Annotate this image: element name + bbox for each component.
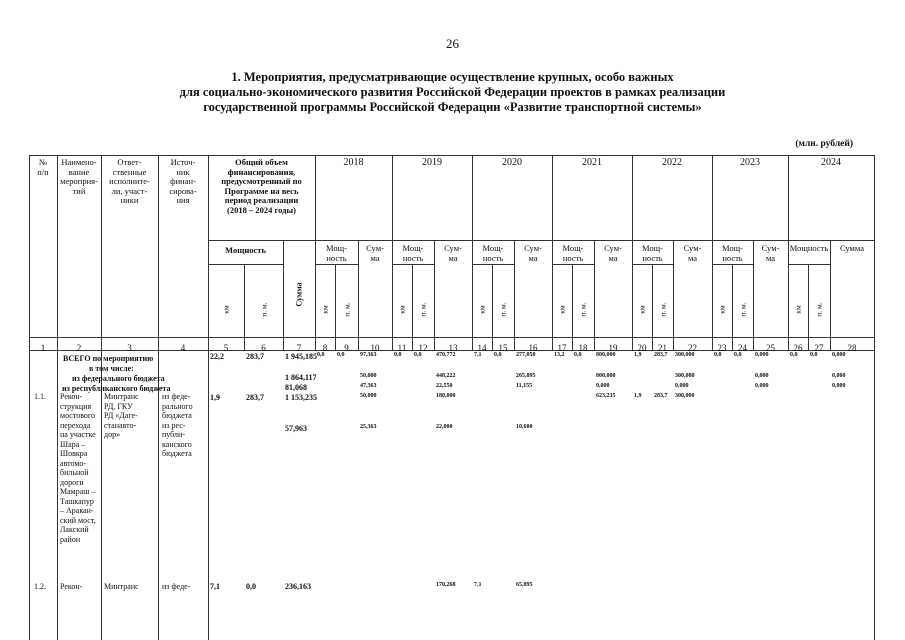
total-value-col-11: 0,0 xyxy=(394,352,402,358)
total-value-col-15: 0,0 xyxy=(494,352,502,358)
federal-value-col-28: 0,000 xyxy=(832,373,846,379)
total-value-col-13: 470,772 xyxy=(436,352,456,358)
year-power-label-6: Мощность xyxy=(789,243,829,253)
col-number-28: 28 xyxy=(847,343,857,353)
header-num: № п/п xyxy=(37,157,49,177)
pm-label-0: п. м. xyxy=(259,302,268,317)
col-number-17: 17 xyxy=(557,343,567,353)
col-number-2: 2 xyxy=(76,343,82,353)
item-2-number: 1.2. xyxy=(34,582,46,591)
total-value-col-25: 0,000 xyxy=(755,352,769,358)
grid-line-power-top xyxy=(208,240,874,241)
grid-line-col-1 xyxy=(57,155,58,640)
item-1-fed-col-7: 1 153,235 xyxy=(285,393,317,402)
pm-label-1: п. м. xyxy=(342,302,351,317)
grid-line-col-5 xyxy=(244,264,245,350)
year-power-label-4: Мощ- ность xyxy=(642,243,663,263)
total-value-col-22: 300,000 xyxy=(675,352,695,358)
year-header-2022: 2022 xyxy=(662,157,682,168)
km-label-0: км xyxy=(221,305,231,314)
title-line-1: 1. Мероприятия, предусматривающие осуществление крупных, особо важных xyxy=(231,70,674,84)
col-number-27: 27 xyxy=(814,343,824,353)
republic-value-col-19: 0,000 xyxy=(596,383,610,389)
federal-value-col-13: 448,222 xyxy=(436,373,456,379)
col-number-10: 10 xyxy=(370,343,380,353)
item-2-col-14: 7,1 xyxy=(474,582,482,588)
grid-line-col-27 xyxy=(830,240,831,350)
republic-value-col-28: 0,000 xyxy=(832,383,846,389)
year-sum-label-0: Сум- ма xyxy=(366,243,384,263)
grid-line-col-26 xyxy=(808,264,809,350)
item-2-source: из феде- xyxy=(162,582,191,591)
year-power-label-2: Мощ- ность xyxy=(482,243,504,263)
republic-value-col-13: 22,550 xyxy=(436,383,453,389)
col-number-20: 20 xyxy=(637,343,647,353)
total-value-col-7: 1 945,185 xyxy=(285,352,317,361)
year-sum-label-1: Сум- ма xyxy=(444,243,462,263)
total-value-col-17: 13,2 xyxy=(554,352,565,358)
total-value-col-18: 0,0 xyxy=(574,352,582,358)
item-1-source: из феде- рального бюджета из рес- публи- канского бюджета xyxy=(162,392,193,458)
col-number-13: 13 xyxy=(448,343,458,353)
federal-value-col-7: 1 864,117 xyxy=(285,373,317,382)
federal-value-col-25: 0,000 xyxy=(755,373,769,379)
republic-value-col-25: 0,000 xyxy=(755,383,769,389)
total-value-col-16: 277,050 xyxy=(516,352,536,358)
row-total-label: ВСЕГО по мероприятию xyxy=(63,354,154,363)
item-1-fed-col-21: 283,7 xyxy=(654,393,668,399)
header-executors: Ответ- ственные исполните- ли, участ- ники xyxy=(109,157,150,206)
grid-line-header-bottom xyxy=(29,337,874,338)
year-header-2020: 2020 xyxy=(502,157,522,168)
title-line-3: государственной программы Российской Федерации «Развитие транспортной системы» xyxy=(203,100,702,114)
republic-value-col-16: 11,155 xyxy=(516,383,533,389)
km-label-5: км xyxy=(637,305,647,314)
grid-line-power-sub-1 xyxy=(392,264,434,265)
year-header-2024: 2024 xyxy=(821,157,841,168)
year-power-label-3: Мощ- ность xyxy=(562,243,584,263)
total-value-col-24: 0,0 xyxy=(734,352,742,358)
grid-line-power-sub-6 xyxy=(788,264,830,265)
total-value-col-20: 1,9 xyxy=(634,352,642,358)
grid-line-col-6 xyxy=(283,240,284,350)
grid-line-col-0 xyxy=(29,155,30,640)
item-2-name: Рекон- xyxy=(60,582,83,591)
item-1-name: Рекон- струкция мостового перехода на участке Шара – Шовкра автомо- бильной дороги Мамраш – Ташкапур – Аракан- ский мост, Лакский район xyxy=(60,392,96,544)
total-value-col-21: 283,7 xyxy=(654,352,668,358)
grid-line-col-2 xyxy=(101,155,102,640)
republic-value-col-7: 81,068 xyxy=(285,383,307,392)
item-1-rep-col-7: 57,963 xyxy=(285,424,307,433)
item-1-fed-col-20: 1,9 xyxy=(634,393,642,399)
pm-label-7: п. м. xyxy=(814,302,824,317)
item-1-number: 1.1. xyxy=(34,392,46,401)
federal-value-col-10: 50,000 xyxy=(360,373,377,379)
header-power: Мощность xyxy=(225,245,266,255)
document-title xyxy=(140,70,765,115)
year-header-2021: 2021 xyxy=(582,157,602,168)
header-source: Источ- ник финан- сирова- ния xyxy=(169,157,197,206)
col-number-19: 19 xyxy=(608,343,618,353)
header-total-financing: Общий объем финансирования, предусмотренный по Программе на весь период реализации (2018 – 2024 годы) xyxy=(221,157,302,215)
col-number-18: 18 xyxy=(578,343,588,353)
col-number-9: 9 xyxy=(344,343,349,353)
col-number-1: 1 xyxy=(40,343,46,353)
km-label-4: км xyxy=(557,305,567,314)
km-label-3: км xyxy=(477,305,487,314)
year-sum-label-2: Сум- ма xyxy=(524,243,542,263)
grid-line-col-28 xyxy=(874,155,875,640)
item-2-col-6: 0,0 xyxy=(246,582,256,591)
item-1-fed-col-22: 300,000 xyxy=(675,393,695,399)
units-label: (млн. рублей) xyxy=(795,139,853,149)
item-1-rep-col-13: 22,000 xyxy=(436,424,453,430)
km-label-2: км xyxy=(397,305,407,314)
total-value-col-10: 97,363 xyxy=(360,352,377,358)
federal-value-col-22: 300,000 xyxy=(675,373,695,379)
pm-label-6: п. м. xyxy=(738,302,747,317)
year-sum-label-5: Сум- ма xyxy=(761,243,780,263)
total-value-col-26: 0,0 xyxy=(790,352,798,358)
total-value-col-8: 0,0 xyxy=(317,352,325,358)
col-number-14: 14 xyxy=(477,343,487,353)
col-number-24: 24 xyxy=(738,343,747,353)
year-power-label-0: Мощ- ность xyxy=(326,243,347,263)
total-value-col-23: 0,0 xyxy=(714,352,722,358)
year-sum-label-6: Сумма xyxy=(839,243,865,253)
header-name: Наимено- вание мероприя- тий xyxy=(60,157,98,196)
total-value-col-12: 0,0 xyxy=(414,352,422,358)
item-1-rep-col-10: 25,363 xyxy=(360,424,377,430)
col-number-8: 8 xyxy=(322,343,328,353)
federal-value-col-16: 265,895 xyxy=(516,373,536,379)
total-value-col-19: 800,000 xyxy=(596,352,616,358)
col-number-7: 7 xyxy=(296,343,302,353)
row-including-label: в том числе: xyxy=(89,364,134,373)
km-label-1: км xyxy=(320,305,330,314)
item-2-col-5: 7,1 xyxy=(210,582,220,591)
item-1-rep-col-16: 10,600 xyxy=(516,424,533,430)
year-header-2019: 2019 xyxy=(422,157,442,168)
col-number-12: 12 xyxy=(418,343,428,353)
republic-value-col-10: 47,363 xyxy=(360,383,377,389)
row-federal-label: из федерального бюджета xyxy=(72,374,165,383)
row-republic-label: из республиканского бюджета xyxy=(62,384,171,393)
total-value-col-14: 7,1 xyxy=(474,352,482,358)
col-number-21: 21 xyxy=(658,343,667,353)
col-number-26: 26 xyxy=(793,343,803,353)
item-1-executors: Минтранс РД, ГКУ РД «Даге- станавто- дор» xyxy=(104,392,139,439)
col-number-3: 3 xyxy=(127,343,132,353)
grid-line-col-11 xyxy=(412,264,413,350)
item-2-col-13: 170,268 xyxy=(436,582,456,588)
total-value-col-9: 0,0 xyxy=(337,352,345,358)
km-label-6: км xyxy=(717,305,727,314)
km-label-7: км xyxy=(793,305,803,314)
grid-line-col-23 xyxy=(732,264,733,350)
col-number-4: 4 xyxy=(180,343,186,353)
title-line-2: для социально-экономического развития Российской Федерации проектов в рамках реализации xyxy=(179,85,726,99)
pm-label-2: п. м. xyxy=(418,302,428,317)
republic-value-col-22: 0,000 xyxy=(675,383,689,389)
col-number-25: 25 xyxy=(766,343,775,353)
year-sum-label-3: Сум- ма xyxy=(604,243,622,263)
item-2-col-16: 65,895 xyxy=(516,582,533,588)
item-1-fed-col-5: 1,9 xyxy=(210,393,220,402)
total-value-col-28: 0,000 xyxy=(832,352,846,358)
item-1-fed-col-6: 283,7 xyxy=(246,393,264,402)
total-value-col-6: 283,7 xyxy=(246,352,264,361)
grid-line-power-sub-0 xyxy=(315,264,358,265)
item-2-col-7: 236,163 xyxy=(285,582,311,591)
item-1-fed-col-19: 623,235 xyxy=(596,393,616,399)
grid-line-col-17 xyxy=(572,264,573,350)
year-header-2018: 2018 xyxy=(343,157,364,168)
col-number-11: 11 xyxy=(397,343,407,353)
grid-line-power-sub-2 xyxy=(472,264,514,265)
grid-line-top xyxy=(29,155,874,156)
total-value-col-27: 0,0 xyxy=(810,352,818,358)
col-number-23: 23 xyxy=(717,343,727,353)
col-number-6: 6 xyxy=(261,343,266,353)
pm-label-3: п. м. xyxy=(498,302,508,317)
item-2-executors: Минтранс xyxy=(104,582,139,591)
year-sum-label-4: Сум- ма xyxy=(683,243,702,263)
col-number-22: 22 xyxy=(688,343,697,353)
grid-line-power-sub-total xyxy=(208,264,283,265)
grid-line-col-14 xyxy=(492,264,493,350)
page-number: 26 xyxy=(446,36,459,51)
year-power-label-1: Мощ- ность xyxy=(402,243,424,263)
grid-line-col-20 xyxy=(652,264,653,350)
total-value-col-5: 22,2 xyxy=(210,352,224,361)
grid-line-col-4 xyxy=(208,155,209,640)
grid-line-col-8 xyxy=(335,264,336,350)
col-number-15: 15 xyxy=(498,343,508,353)
grid-line-col-3 xyxy=(158,155,159,640)
pm-label-5: п. м. xyxy=(658,302,667,317)
grid-line-power-sub-3 xyxy=(552,264,594,265)
item-1-fed-col-10: 50,000 xyxy=(360,393,377,399)
year-header-2023: 2023 xyxy=(740,157,760,168)
col-number-5: 5 xyxy=(223,343,229,353)
total-sum-label: Сумма xyxy=(294,282,304,307)
pm-label-4: п. м. xyxy=(578,302,588,317)
federal-value-col-19: 800,000 xyxy=(596,373,616,379)
year-power-label-5: Мощ- ность xyxy=(722,243,743,263)
col-number-16: 16 xyxy=(528,343,538,353)
item-1-fed-col-13: 180,000 xyxy=(436,393,456,399)
